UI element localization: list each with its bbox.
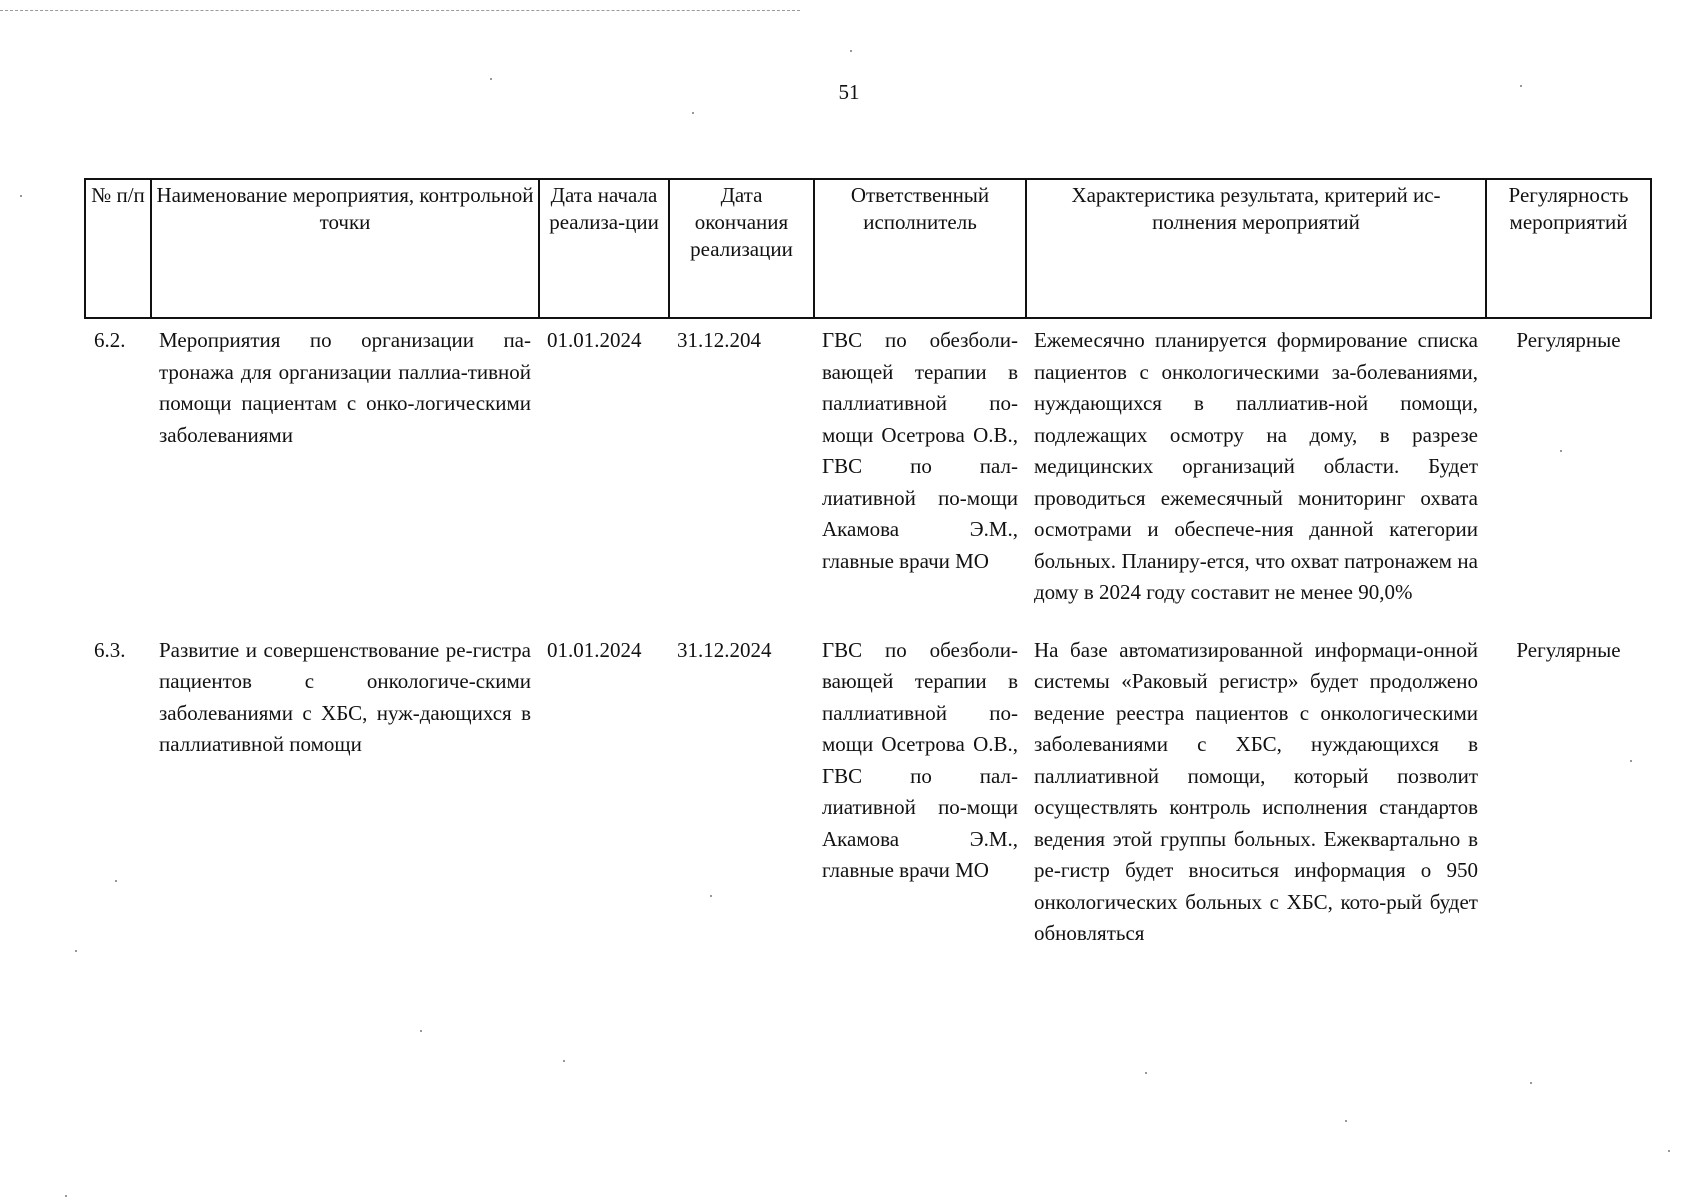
scan-speck: [20, 195, 22, 197]
header-end-date: Дата окончания реализации: [669, 179, 814, 318]
scan-speck: [692, 112, 694, 114]
scan-speck: [115, 880, 117, 882]
scan-speck: [420, 1030, 422, 1032]
row-regularity: Регулярные: [1516, 637, 1621, 662]
scan-speck: [710, 895, 712, 897]
row-responsible: ГВС по обезболи-вающей терапии в паллиативной по-мощи Осетрова О.В., ГВС по пал-лиативной по-мощи Акамова Э.М., главные врачи МО: [822, 637, 1018, 882]
header-name: Наименование мероприятия, контрольной точки: [151, 179, 539, 318]
row-end-date: 31.12.2024: [677, 637, 772, 662]
row-start-date: 01.01.2024: [547, 637, 642, 662]
scan-speck: [563, 1060, 565, 1062]
row-result: На базе автоматизированной информаци-онной системы «Раковый регистр» будет продолжено ведение реестра пациентов с онкологическими заболеваниями с ХБС, нуждающихся в паллиативной помощи, который позволит осуществлять контроль исполнения стандартов ведения этой группы больных. Ежеквартально в ре-гистр будет вноситься информация о 950 онкологических больных с ХБС, кото-рый будет обновляться: [1034, 637, 1478, 945]
scan-edge-line: [0, 10, 800, 11]
scan-speck: [1520, 85, 1522, 87]
header-responsible: Ответственный исполнитель: [814, 179, 1026, 318]
scan-speck: [75, 950, 77, 952]
scan-speck: [65, 1195, 67, 1197]
scan-speck: [1560, 450, 1562, 452]
page-number: 51: [838, 80, 860, 104]
row-name: Развитие и совершенствование ре-гистра пациентов с онкологиче-скими заболеваниями с ХБС, нуж-дающихся в паллиативной помощи: [159, 637, 531, 756]
row-number: 6.2.: [94, 328, 126, 352]
row-name: Мероприятия по организации па-тронажа для организации паллиа-тивной помощи пациентам с онко-логическими заболеваниями: [159, 328, 531, 447]
row-responsible: ГВС по обезболи-вающей терапии в паллиативной по-мощи Осетрова О.В., ГВС по пал-лиативной по-мощи Акамова Э.М., главные врачи МО: [822, 328, 1018, 573]
scan-speck: [1345, 1120, 1347, 1122]
scan-speck: [1530, 1082, 1532, 1084]
table-header-row: [85, 179, 1651, 318]
header-number: № п/п: [85, 179, 151, 318]
header-start-date: Дата начала реализа-ции: [539, 179, 669, 318]
row-end-date: 31.12.204: [677, 328, 761, 352]
header-result: Характеристика результата, критерий ис-полнения мероприятий: [1026, 179, 1486, 318]
table-row: [85, 635, 1651, 950]
activity-table: [84, 178, 1652, 950]
table-row: [85, 325, 1651, 609]
scan-speck: [1145, 1072, 1147, 1074]
scan-speck: [1630, 760, 1632, 762]
scan-speck: [850, 50, 852, 52]
scan-speck: [1668, 1150, 1670, 1152]
row-start-date: 01.01.2024: [547, 328, 642, 352]
row-result: Ежемесячно планируется формирование списка пациентов с онкологическими за-болеваниями, нуждающихся в паллиатив-ной помощи, подлежащих осмотру на дому, в разрезе медицинских организаций области. Будет проводиться ежемесячный мониторинг охвата осмотрами и обеспече-ния данной категории больных. Планиру-ется, что охват патронажем на дому в 2024 году составит не менее 90,0%: [1034, 328, 1478, 604]
row-number: 6.3.: [94, 637, 126, 662]
row-regularity: Регулярные: [1516, 328, 1621, 352]
header-regularity: Регулярность мероприятий: [1486, 179, 1651, 318]
scan-speck: [490, 78, 492, 80]
